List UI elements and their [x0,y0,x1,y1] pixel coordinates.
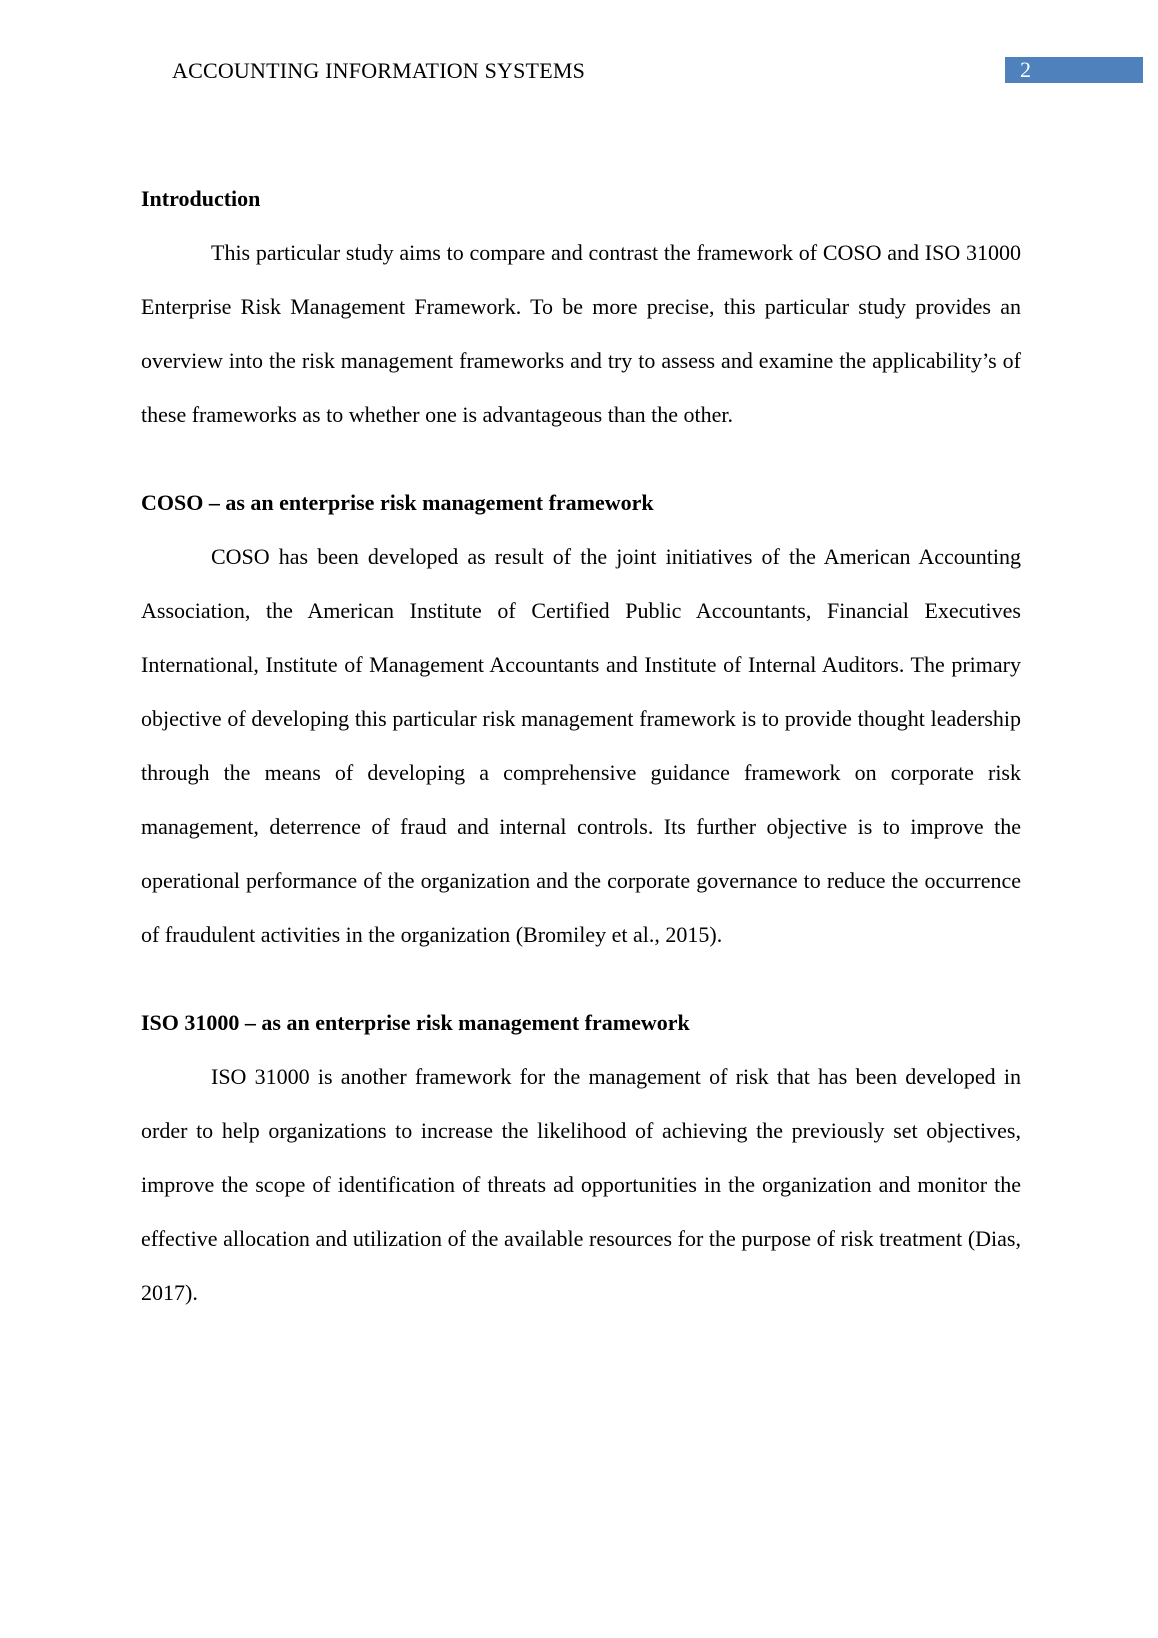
section-heading: ISO 31000 – as an enterprise risk management framework [141,1010,690,1035]
section-introduction [141,184,1021,442]
section-heading: COSO – as an enterprise risk management framework [141,490,654,515]
section-paragraph: This particular study aims to compare and contrast the framework of COSO and ISO 31000 Enterprise Risk Management Framework. To be more precise, this particular study provides an overview into the risk management frameworks and try to assess and examine the applicability’s of these frameworks as to whether one is advantageous than the other. [141,240,1021,427]
section-iso-31000 [141,1008,1021,1320]
page-number: 2 [1020,57,1031,82]
section-paragraph: COSO has been developed as result of the joint initiatives of the American Accounting Association, the American Institute of Certified Public Accountants, Financial Executives International, Institute of Management Accountants and Institute of Internal Auditors. The primary objective of developing this particular risk management framework is to provide thought leadership through the means of developing a comprehensive guidance framework on corporate risk management, deterrence of fraud and internal controls. Its further objective is to improve the operational performance of the organization and the corporate governance to reduce the occurrence of fraudulent activities in the organization (Bromiley et al., 2015). [141,544,1021,947]
document-body [141,184,1021,1320]
section-heading: Introduction [141,186,261,211]
section-coso [141,488,1021,962]
page-number-box [1005,57,1143,83]
section-paragraph: ISO 31000 is another framework for the management of risk that has been developed in order to help organizations to increase the likelihood of achieving the previously set objectives, improve the scope of identification of threats ad opportunities in the organization and monitor the effective allocation and utilization of the available resources for the purpose of risk treatment (Dias, 2017). [141,1064,1021,1305]
running-head: ACCOUNTING INFORMATION SYSTEMS [172,58,586,83]
